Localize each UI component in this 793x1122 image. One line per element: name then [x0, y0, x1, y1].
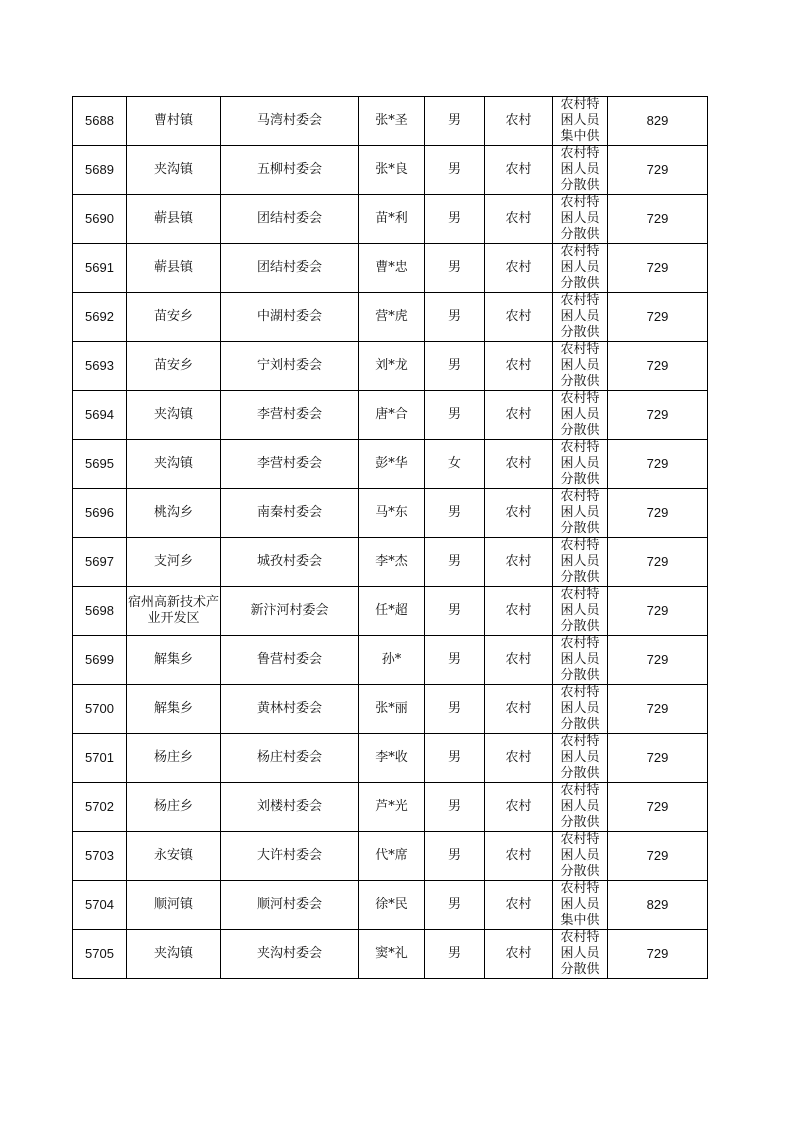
- amount-cell: 729: [608, 783, 708, 832]
- table-row: [73, 244, 708, 293]
- support-type-text: 农村特困人员分散供: [560, 636, 600, 683]
- row-number: 5689: [73, 146, 127, 195]
- gender-cell: 男: [425, 783, 485, 832]
- table-row: [73, 195, 708, 244]
- amount-cell: 729: [608, 391, 708, 440]
- table-row: [73, 832, 708, 881]
- person-name-cell: 刘*龙: [359, 342, 425, 391]
- amount-cell: 729: [608, 342, 708, 391]
- area-cell: 农村: [485, 832, 553, 881]
- village-cell: 黄林村委会: [221, 685, 359, 734]
- area-cell: 农村: [485, 342, 553, 391]
- table-body: [73, 97, 708, 979]
- area-cell: 农村: [485, 685, 553, 734]
- support-type-cell: [553, 930, 608, 979]
- town-cell: 杨庄乡: [127, 783, 221, 832]
- amount-cell: 729: [608, 685, 708, 734]
- table-row: [73, 783, 708, 832]
- amount-cell: 729: [608, 146, 708, 195]
- person-name-cell: 唐*合: [359, 391, 425, 440]
- row-number: 5696: [73, 489, 127, 538]
- area-cell: 农村: [485, 440, 553, 489]
- town-cell: 夹沟镇: [127, 440, 221, 489]
- table-row: [73, 538, 708, 587]
- row-number: 5699: [73, 636, 127, 685]
- area-cell: 农村: [485, 636, 553, 685]
- town-cell: 顺河镇: [127, 881, 221, 930]
- gender-cell: 男: [425, 930, 485, 979]
- row-number: 5691: [73, 244, 127, 293]
- support-type-text: 农村特困人员分散供: [560, 342, 600, 389]
- village-cell: 团结村委会: [221, 244, 359, 293]
- area-cell: 农村: [485, 97, 553, 146]
- village-cell: 中湖村委会: [221, 293, 359, 342]
- person-name-cell: 代*席: [359, 832, 425, 881]
- village-cell: 杨庄村委会: [221, 734, 359, 783]
- support-type-cell: [553, 146, 608, 195]
- town-cell: 曹村镇: [127, 97, 221, 146]
- amount-cell: 729: [608, 244, 708, 293]
- village-cell: 夹沟村委会: [221, 930, 359, 979]
- person-name-cell: 马*东: [359, 489, 425, 538]
- person-name-cell: 李*杰: [359, 538, 425, 587]
- gender-cell: 男: [425, 244, 485, 293]
- support-type-cell: [553, 440, 608, 489]
- town-cell: 解集乡: [127, 636, 221, 685]
- gender-cell: 男: [425, 391, 485, 440]
- table-row: [73, 489, 708, 538]
- person-name-cell: 张*圣: [359, 97, 425, 146]
- person-name-cell: 曹*忠: [359, 244, 425, 293]
- village-cell: 李营村委会: [221, 391, 359, 440]
- gender-cell: 男: [425, 734, 485, 783]
- amount-cell: 829: [608, 97, 708, 146]
- support-type-cell: [553, 587, 608, 636]
- person-name-cell: 张*丽: [359, 685, 425, 734]
- area-cell: 农村: [485, 881, 553, 930]
- gender-cell: 男: [425, 342, 485, 391]
- support-type-cell: [553, 342, 608, 391]
- table-row: [73, 881, 708, 930]
- town-cell: 夹沟镇: [127, 391, 221, 440]
- area-cell: 农村: [485, 195, 553, 244]
- support-type-cell: [553, 489, 608, 538]
- gender-cell: 女: [425, 440, 485, 489]
- table-row: [73, 685, 708, 734]
- support-type-text: 农村特困人员分散供: [560, 930, 600, 977]
- table-row: [73, 930, 708, 979]
- area-cell: 农村: [485, 930, 553, 979]
- town-cell: 杨庄乡: [127, 734, 221, 783]
- support-type-cell: [553, 195, 608, 244]
- gender-cell: 男: [425, 685, 485, 734]
- town-cell: 苗安乡: [127, 342, 221, 391]
- support-type-cell: [553, 881, 608, 930]
- person-name-cell: 徐*民: [359, 881, 425, 930]
- row-number: 5700: [73, 685, 127, 734]
- village-cell: 团结村委会: [221, 195, 359, 244]
- area-cell: 农村: [485, 587, 553, 636]
- support-type-text: 农村特困人员分散供: [560, 538, 600, 585]
- gender-cell: 男: [425, 587, 485, 636]
- area-cell: 农村: [485, 244, 553, 293]
- amount-cell: 729: [608, 489, 708, 538]
- town-cell: 桃沟乡: [127, 489, 221, 538]
- row-number: 5698: [73, 587, 127, 636]
- support-type-text: 农村特困人员分散供: [560, 195, 600, 242]
- support-type-text: 农村特困人员集中供: [560, 97, 600, 144]
- area-cell: 农村: [485, 489, 553, 538]
- gender-cell: 男: [425, 489, 485, 538]
- gender-cell: 男: [425, 636, 485, 685]
- row-number: 5688: [73, 97, 127, 146]
- area-cell: 农村: [485, 391, 553, 440]
- area-cell: 农村: [485, 538, 553, 587]
- row-number: 5690: [73, 195, 127, 244]
- amount-cell: 729: [608, 734, 708, 783]
- village-cell: 新汴河村委会: [221, 587, 359, 636]
- town-cell: 夹沟镇: [127, 930, 221, 979]
- support-type-cell: [553, 832, 608, 881]
- area-cell: 农村: [485, 146, 553, 195]
- area-cell: 农村: [485, 293, 553, 342]
- town-cell: 解集乡: [127, 685, 221, 734]
- gender-cell: 男: [425, 97, 485, 146]
- town-cell: 苗安乡: [127, 293, 221, 342]
- village-cell: 五柳村委会: [221, 146, 359, 195]
- row-number: 5693: [73, 342, 127, 391]
- amount-cell: 729: [608, 832, 708, 881]
- support-type-text: 农村特困人员分散供: [560, 391, 600, 438]
- support-type-text: 农村特困人员分散供: [560, 587, 600, 634]
- gender-cell: 男: [425, 881, 485, 930]
- support-type-cell: [553, 783, 608, 832]
- row-number: 5701: [73, 734, 127, 783]
- town-cell: 夹沟镇: [127, 146, 221, 195]
- support-type-text: 农村特困人员分散供: [560, 244, 600, 291]
- village-cell: 顺河村委会: [221, 881, 359, 930]
- row-number: 5702: [73, 783, 127, 832]
- village-cell: 李营村委会: [221, 440, 359, 489]
- row-number: 5705: [73, 930, 127, 979]
- row-number: 5695: [73, 440, 127, 489]
- table-row: [73, 440, 708, 489]
- amount-cell: 729: [608, 195, 708, 244]
- gender-cell: 男: [425, 293, 485, 342]
- table-row: [73, 97, 708, 146]
- support-type-cell: [553, 734, 608, 783]
- support-type-cell: [553, 244, 608, 293]
- row-number: 5704: [73, 881, 127, 930]
- person-name-cell: 窦*礼: [359, 930, 425, 979]
- amount-cell: 729: [608, 587, 708, 636]
- row-number: 5694: [73, 391, 127, 440]
- support-type-text: 农村特困人员分散供: [560, 293, 600, 340]
- village-cell: 南秦村委会: [221, 489, 359, 538]
- amount-cell: 729: [608, 538, 708, 587]
- person-name-cell: 张*良: [359, 146, 425, 195]
- gender-cell: 男: [425, 195, 485, 244]
- area-cell: 农村: [485, 734, 553, 783]
- row-number: 5692: [73, 293, 127, 342]
- support-type-cell: [553, 293, 608, 342]
- person-name-cell: 彭*华: [359, 440, 425, 489]
- support-type-text: 农村特困人员分散供: [560, 489, 600, 536]
- table-row: [73, 587, 708, 636]
- town-cell: 宿州高新技术产业开发区: [127, 587, 221, 636]
- amount-cell: 729: [608, 293, 708, 342]
- table-row: [73, 293, 708, 342]
- support-type-text: 农村特困人员分散供: [560, 146, 600, 193]
- gender-cell: 男: [425, 538, 485, 587]
- support-type-cell: [553, 538, 608, 587]
- support-type-cell: [553, 391, 608, 440]
- town-cell: 支河乡: [127, 538, 221, 587]
- village-cell: 马湾村委会: [221, 97, 359, 146]
- town-cell: 蕲县镇: [127, 244, 221, 293]
- beneficiary-table: [72, 96, 708, 979]
- gender-cell: 男: [425, 146, 485, 195]
- amount-cell: 829: [608, 881, 708, 930]
- support-type-text: 农村特困人员分散供: [560, 783, 600, 830]
- amount-cell: 729: [608, 636, 708, 685]
- support-type-text: 农村特困人员分散供: [560, 440, 600, 487]
- village-cell: 城孜村委会: [221, 538, 359, 587]
- support-type-text: 农村特困人员分散供: [560, 685, 600, 732]
- town-cell: 蕲县镇: [127, 195, 221, 244]
- village-cell: 刘楼村委会: [221, 783, 359, 832]
- support-type-text: 农村特困人员分散供: [560, 832, 600, 879]
- person-name-cell: 芦*光: [359, 783, 425, 832]
- village-cell: 大许村委会: [221, 832, 359, 881]
- table-row: [73, 342, 708, 391]
- amount-cell: 729: [608, 930, 708, 979]
- person-name-cell: 李*收: [359, 734, 425, 783]
- person-name-cell: 营*虎: [359, 293, 425, 342]
- person-name-cell: 苗*利: [359, 195, 425, 244]
- table-row: [73, 734, 708, 783]
- support-type-text: 农村特困人员分散供: [560, 734, 600, 781]
- table-row: [73, 146, 708, 195]
- table-row: [73, 636, 708, 685]
- village-cell: 宁刘村委会: [221, 342, 359, 391]
- town-cell: 永安镇: [127, 832, 221, 881]
- gender-cell: 男: [425, 832, 485, 881]
- support-type-text: 农村特困人员集中供: [560, 881, 600, 928]
- amount-cell: 729: [608, 440, 708, 489]
- person-name-cell: 孙*: [359, 636, 425, 685]
- area-cell: 农村: [485, 783, 553, 832]
- person-name-cell: 任*超: [359, 587, 425, 636]
- village-cell: 鲁营村委会: [221, 636, 359, 685]
- support-type-cell: [553, 636, 608, 685]
- row-number: 5697: [73, 538, 127, 587]
- row-number: 5703: [73, 832, 127, 881]
- support-type-cell: [553, 97, 608, 146]
- support-type-cell: [553, 685, 608, 734]
- table-row: [73, 391, 708, 440]
